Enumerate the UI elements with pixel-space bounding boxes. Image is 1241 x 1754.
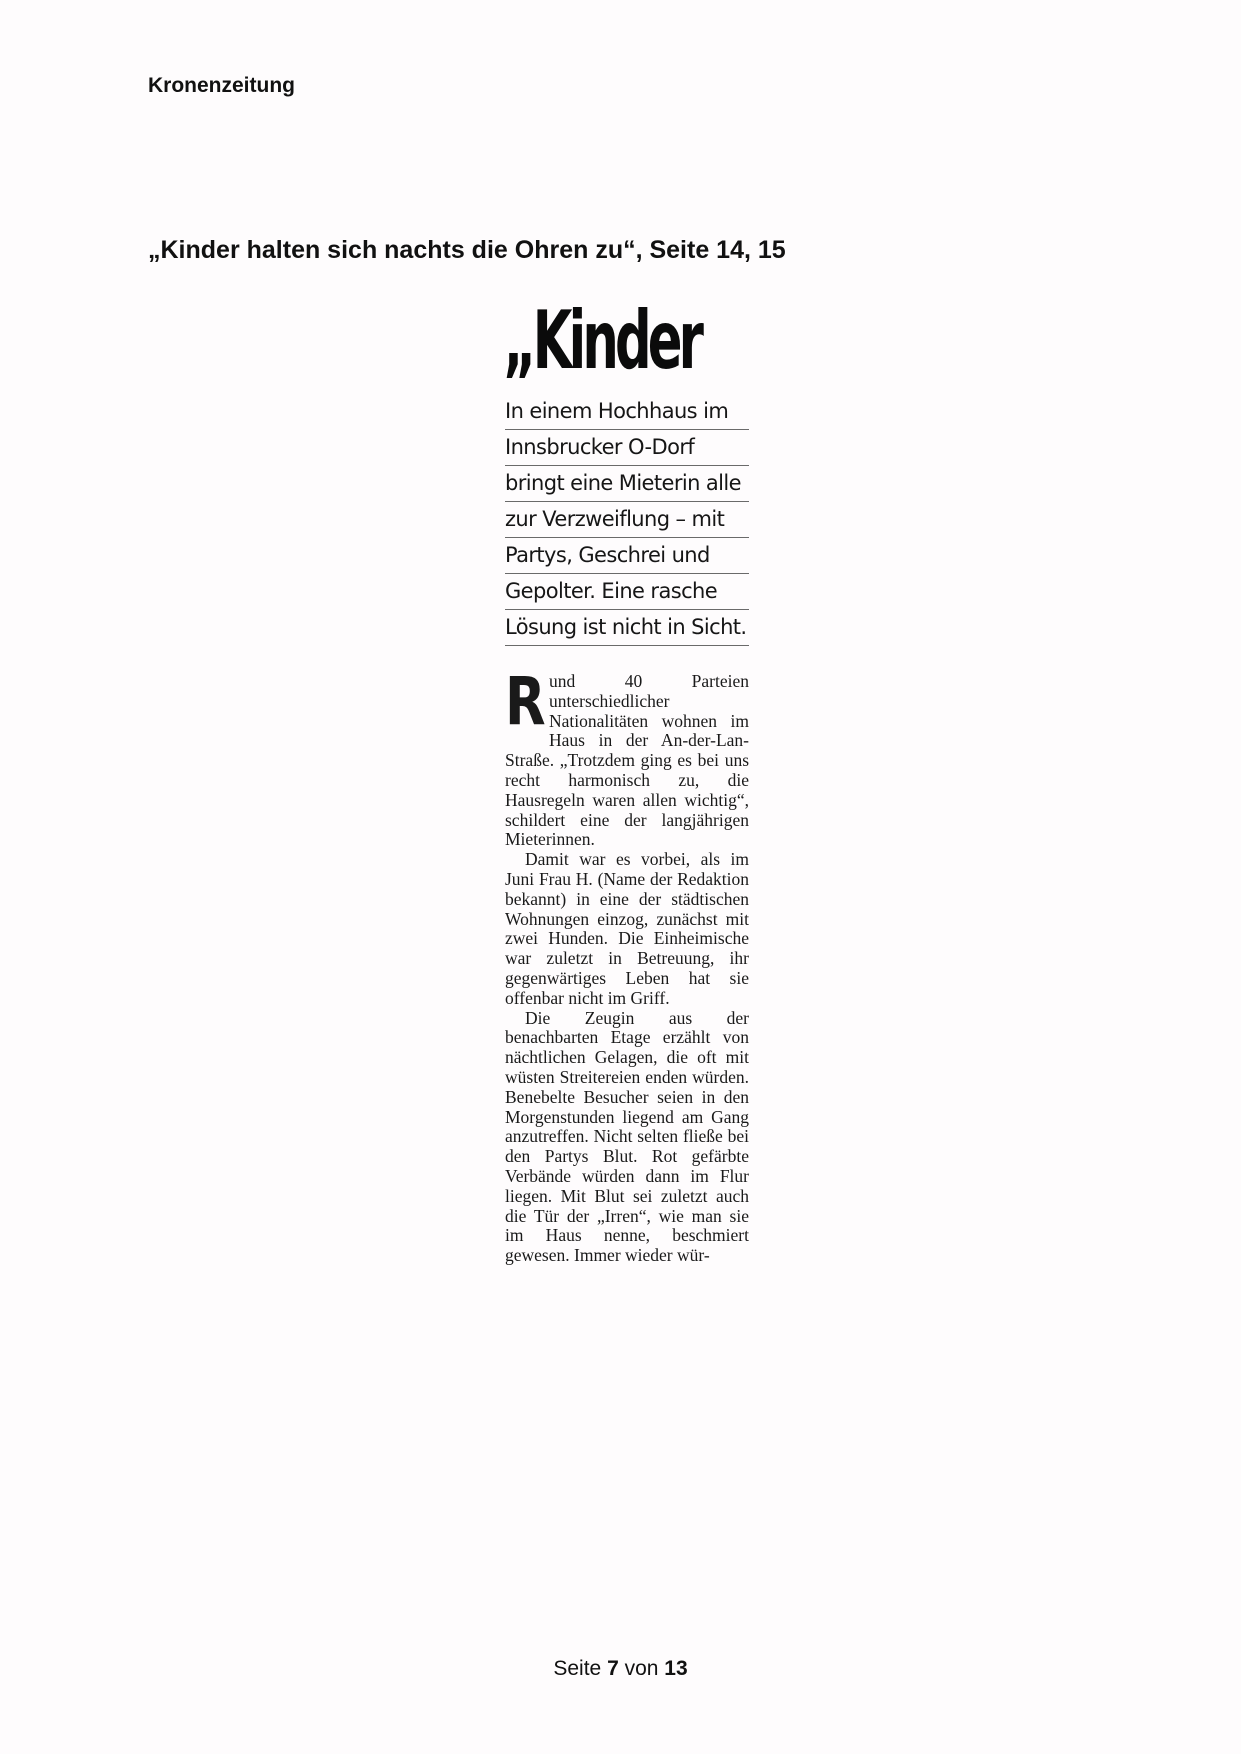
page-label: Seite [553, 1657, 602, 1680]
document-title: „Kinder halten sich nachts die Ohren zu“, Seite 14, 15 [148, 236, 786, 264]
current-page: 7 [607, 1657, 619, 1680]
lead-line: bringt eine Mieterin alle [505, 466, 749, 502]
body-paragraph [505, 663, 749, 850]
body-paragraph: Damit war es vorbei, als im Juni Frau H. (Name der Redaktion bekannt) in eine der städtischen Wohnungen einzog, zunächst mit zwei Hunden. Die Einheimische war zuletzt in Betreuung, ihr gegenwärtiges Leben hat sie offenbar nicht im Griff. [505, 849, 749, 1008]
newspaper-clipping [505, 296, 749, 1266]
page-separator: von [624, 1657, 659, 1680]
lead-line: zur Verzweiflung – mit [505, 502, 749, 538]
body-paragraph: Die Zeugin aus der benachbarten Etage erzählt von nächtlichen Gelagen, die oft mit wüsten Streitereien enden würden. Benebelte Besucher seien in den Morgenstunden liegend am Gang anzutreffen. Nicht selten fließe bei den Partys Blut. Rot gefärbte Verbände würden dann im Flur liegen. Mit Blut sei zuletzt auch die Tür der „Irren“, wie man sie im Haus nenne, beschmiert gewesen. Immer wieder wür- [505, 1007, 749, 1266]
paragraph-text: und 40 Parteien unterschiedlicher Nationalitäten wohnen im Haus in der An-der-Lan-Straße. „Trotzdem ging es bei uns recht harmonisch zu, die Hausregeln waren allen wichtig“, schildert eine der langjährigen Mieterinnen. [505, 671, 749, 850]
lead-line: Innsbrucker O-Dorf [505, 430, 749, 466]
clipping-body [505, 663, 749, 1266]
source-name: Kronenzeitung [148, 74, 295, 97]
lead-line: Lösung ist nicht in Sicht. [505, 610, 749, 646]
page-number [0, 1657, 1241, 1681]
lead-line: Gepolter. Eine rasche [505, 574, 749, 610]
total-pages: 13 [664, 1657, 688, 1680]
clipping-lead [505, 394, 749, 646]
lead-line: Partys, Geschrei und [505, 538, 749, 574]
clipping-headline: „Kinder [503, 294, 701, 387]
lead-line: In einem Hochhaus im [505, 394, 749, 430]
drop-cap: R [505, 663, 546, 740]
